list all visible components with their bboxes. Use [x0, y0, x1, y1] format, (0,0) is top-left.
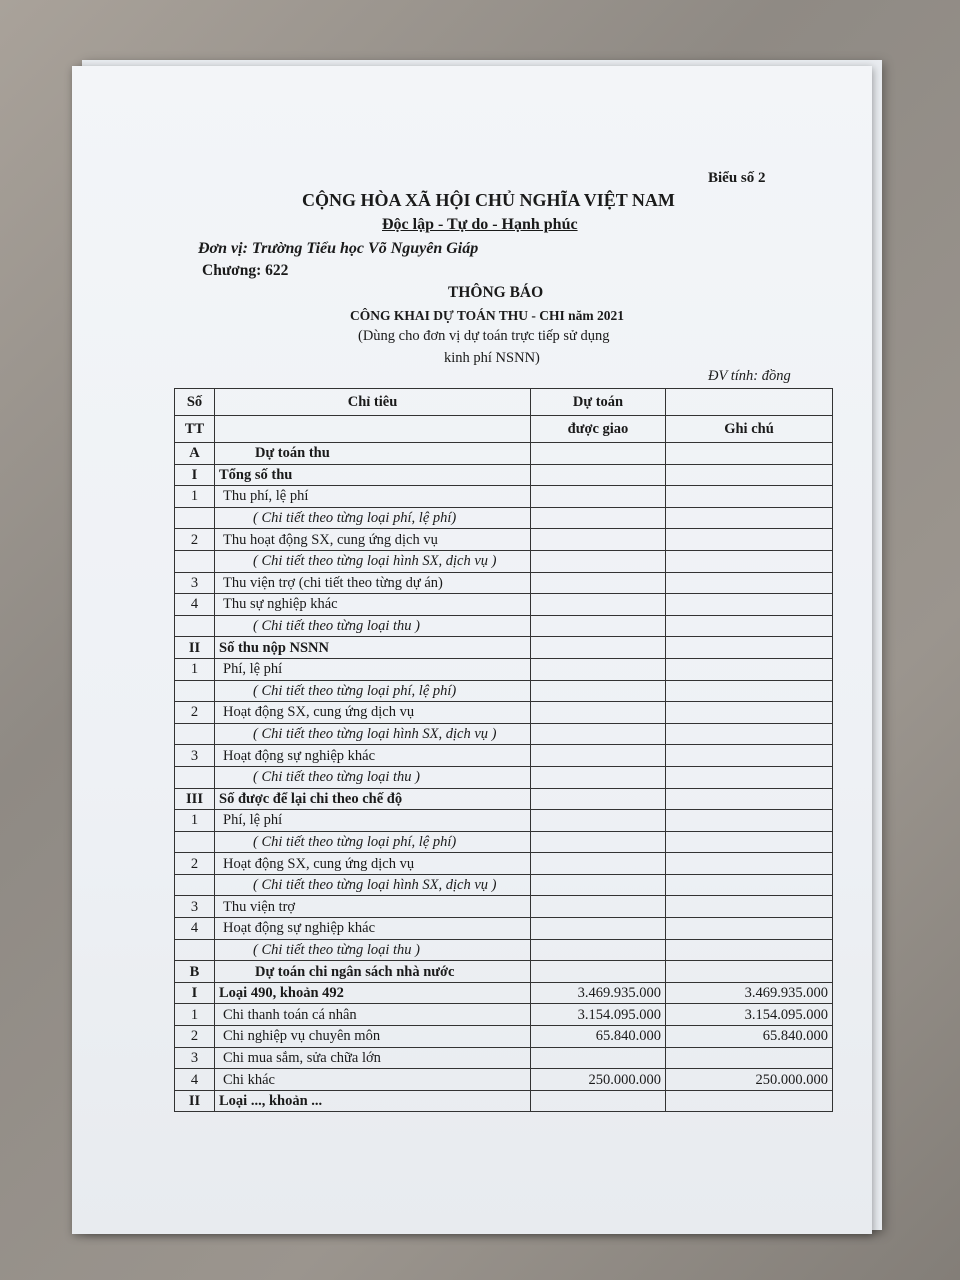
row-number — [175, 831, 215, 853]
table-row — [175, 464, 833, 486]
row-value — [531, 486, 666, 508]
row-number: 1 — [175, 1004, 215, 1026]
row-value — [531, 723, 666, 745]
row-note — [666, 788, 833, 810]
table-row — [175, 1090, 833, 1112]
row-number: 4 — [175, 918, 215, 940]
table-row — [175, 572, 833, 594]
row-value — [531, 766, 666, 788]
table-row — [175, 1069, 833, 1091]
row-note: 3.154.095.000 — [666, 1004, 833, 1026]
row-note — [666, 658, 833, 680]
notice-subtitle: CÔNG KHAI DỰ TOÁN THU - CHI năm 2021 — [350, 308, 625, 323]
row-value — [531, 896, 666, 918]
row-label: Thu viện trợ (chi tiết theo từng dự án) — [215, 572, 531, 594]
row-number: 3 — [175, 896, 215, 918]
row-note — [666, 594, 833, 616]
row-value — [531, 810, 666, 832]
table-row — [175, 1026, 833, 1048]
usage-note-line1: (Dùng cho đơn vị dự toán trực tiếp sử dụng — [358, 328, 610, 344]
row-note — [666, 723, 833, 745]
row-note — [666, 1090, 833, 1112]
row-value: 3.154.095.000 — [531, 1004, 666, 1026]
row-label: ( Chi tiết theo từng loại hình SX, dịch vụ ) — [215, 550, 531, 572]
row-value — [531, 529, 666, 551]
table-row — [175, 810, 833, 832]
row-value — [531, 1090, 666, 1112]
row-label: ( Chi tiết theo từng loại thu ) — [215, 615, 531, 637]
row-number: 1 — [175, 486, 215, 508]
row-note — [666, 1047, 833, 1069]
row-label: Tổng số thu — [215, 464, 531, 486]
table-body — [175, 443, 833, 1112]
unit-of-measure: ĐV tính: đồng — [708, 368, 791, 384]
row-number — [175, 723, 215, 745]
row-number: 2 — [175, 1026, 215, 1048]
row-note — [666, 615, 833, 637]
header-ghi-chu: Ghi chú — [666, 416, 833, 443]
unit-name: Đơn vị: Trường Tiểu học Võ Nguyên Giáp — [198, 240, 479, 257]
row-value — [531, 745, 666, 767]
row-number: II — [175, 637, 215, 659]
row-note: 250.000.000 — [666, 1069, 833, 1091]
row-number — [175, 615, 215, 637]
row-label: Hoạt động SX, cung ứng dịch vụ — [215, 702, 531, 724]
budget-table — [174, 388, 833, 1112]
row-number: 3 — [175, 745, 215, 767]
row-number — [175, 680, 215, 702]
row-label: Thu sự nghiệp khác — [215, 594, 531, 616]
row-label: Phí, lệ phí — [215, 658, 531, 680]
row-label: ( Chi tiết theo từng loại phí, lệ phí) — [215, 680, 531, 702]
table-row — [175, 1004, 833, 1026]
table-row — [175, 529, 833, 551]
row-value — [531, 939, 666, 961]
table-row — [175, 896, 833, 918]
row-label: Loại 490, khoản 492 — [215, 982, 531, 1004]
table-row — [175, 658, 833, 680]
table-row — [175, 1047, 833, 1069]
row-value — [531, 572, 666, 594]
row-value — [531, 680, 666, 702]
table-row — [175, 853, 833, 875]
row-note — [666, 572, 833, 594]
row-label: Phí, lệ phí — [215, 810, 531, 832]
row-note — [666, 637, 833, 659]
row-value — [531, 464, 666, 486]
row-number: 1 — [175, 658, 215, 680]
row-value — [531, 615, 666, 637]
table-row — [175, 507, 833, 529]
national-motto: Độc lập - Tự do - Hạnh phúc — [382, 216, 578, 233]
row-label: Chi thanh toán cá nhân — [215, 1004, 531, 1026]
row-label: ( Chi tiết theo từng loại thu ) — [215, 939, 531, 961]
row-note — [666, 896, 833, 918]
nation-title: CỘNG HÒA XÃ HỘI CHỦ NGHĨA VIỆT NAM — [302, 190, 675, 210]
table-row — [175, 874, 833, 896]
row-value — [531, 443, 666, 465]
row-note — [666, 918, 833, 940]
row-label: Số được để lại chi theo chế độ — [215, 788, 531, 810]
row-label: ( Chi tiết theo từng loại phí, lệ phí) — [215, 507, 531, 529]
row-number: I — [175, 464, 215, 486]
row-label: Thu viện trợ — [215, 896, 531, 918]
row-value — [531, 594, 666, 616]
row-note — [666, 939, 833, 961]
row-number: II — [175, 1090, 215, 1112]
row-label: Dự toán chi ngân sách nhà nước — [215, 961, 531, 983]
row-note — [666, 550, 833, 572]
table-row — [175, 982, 833, 1004]
row-note: 65.840.000 — [666, 1026, 833, 1048]
row-number: 4 — [175, 1069, 215, 1091]
row-label: Loại ..., khoản ... — [215, 1090, 531, 1112]
row-note — [666, 507, 833, 529]
row-note — [666, 831, 833, 853]
row-number: 2 — [175, 529, 215, 551]
row-value — [531, 788, 666, 810]
row-value — [531, 853, 666, 875]
row-value — [531, 658, 666, 680]
row-number: 1 — [175, 810, 215, 832]
header-chi-tieu: Chỉ tiêu — [215, 389, 531, 416]
row-label: Số thu nộp NSNN — [215, 637, 531, 659]
row-value: 250.000.000 — [531, 1069, 666, 1091]
row-number: 3 — [175, 1047, 215, 1069]
header-stt: Số — [175, 389, 215, 416]
row-value: 3.469.935.000 — [531, 982, 666, 1004]
table-row — [175, 723, 833, 745]
table-row — [175, 615, 833, 637]
table-row — [175, 939, 833, 961]
row-note — [666, 486, 833, 508]
header-du-toan: Dự toán — [531, 389, 666, 416]
row-note — [666, 702, 833, 724]
row-number: A — [175, 443, 215, 465]
row-value — [531, 702, 666, 724]
table-row — [175, 680, 833, 702]
table-row — [175, 918, 833, 940]
row-value — [531, 507, 666, 529]
row-value — [531, 874, 666, 896]
row-value — [531, 918, 666, 940]
row-value — [531, 637, 666, 659]
row-note — [666, 464, 833, 486]
row-note — [666, 443, 833, 465]
row-note — [666, 766, 833, 788]
table-row — [175, 443, 833, 465]
row-value: 65.840.000 — [531, 1026, 666, 1048]
row-label: ( Chi tiết theo từng loại hình SX, dịch vụ ) — [215, 723, 531, 745]
row-label: Hoạt động sự nghiệp khác — [215, 745, 531, 767]
table-row — [175, 637, 833, 659]
row-label: Thu hoạt động SX, cung ứng dịch vụ — [215, 529, 531, 551]
table-row — [175, 550, 833, 572]
row-label: Chi mua sắm, sửa chữa lớn — [215, 1047, 531, 1069]
notice-title: THÔNG BÁO — [448, 284, 544, 301]
row-number: 3 — [175, 572, 215, 594]
row-number: 2 — [175, 702, 215, 724]
row-note — [666, 874, 833, 896]
table-row — [175, 702, 833, 724]
header-ghi-chu-top — [666, 389, 833, 416]
header-du-toan-2: được giao — [531, 416, 666, 443]
row-number — [175, 550, 215, 572]
row-number: B — [175, 961, 215, 983]
row-number — [175, 507, 215, 529]
header-chi-tieu-2 — [215, 416, 531, 443]
row-value — [531, 831, 666, 853]
table-header-row-2 — [175, 416, 833, 443]
row-number — [175, 874, 215, 896]
row-value — [531, 1047, 666, 1069]
row-label: ( Chi tiết theo từng loại thu ) — [215, 766, 531, 788]
row-label: ( Chi tiết theo từng loại phí, lệ phí) — [215, 831, 531, 853]
row-note — [666, 745, 833, 767]
table-row — [175, 594, 833, 616]
row-label: Dự toán thu — [215, 443, 531, 465]
row-number: 2 — [175, 853, 215, 875]
table-row — [175, 745, 833, 767]
table-row — [175, 961, 833, 983]
row-number — [175, 766, 215, 788]
row-note — [666, 961, 833, 983]
row-label: Chi nghiệp vụ chuyên môn — [215, 1026, 531, 1048]
row-note: 3.469.935.000 — [666, 982, 833, 1004]
row-note — [666, 680, 833, 702]
row-number — [175, 939, 215, 961]
table-row — [175, 831, 833, 853]
row-value — [531, 550, 666, 572]
form-number: Biểu số 2 — [708, 170, 766, 186]
table-row — [175, 788, 833, 810]
table-header-row-1 — [175, 389, 833, 416]
table-row — [175, 766, 833, 788]
row-label: Chi khác — [215, 1069, 531, 1091]
row-label: Hoạt động SX, cung ứng dịch vụ — [215, 853, 531, 875]
row-number: I — [175, 982, 215, 1004]
row-label: Thu phí, lệ phí — [215, 486, 531, 508]
chapter-code: Chương: 622 — [202, 262, 289, 279]
row-number: III — [175, 788, 215, 810]
row-note — [666, 853, 833, 875]
document-page — [72, 66, 872, 1234]
row-note — [666, 529, 833, 551]
row-label: Hoạt động sự nghiệp khác — [215, 918, 531, 940]
row-number: 4 — [175, 594, 215, 616]
row-label: ( Chi tiết theo từng loại hình SX, dịch vụ ) — [215, 874, 531, 896]
row-value — [531, 961, 666, 983]
usage-note-line2: kinh phí NSNN) — [444, 350, 540, 366]
row-note — [666, 810, 833, 832]
header-stt-2: TT — [175, 416, 215, 443]
table-row — [175, 486, 833, 508]
